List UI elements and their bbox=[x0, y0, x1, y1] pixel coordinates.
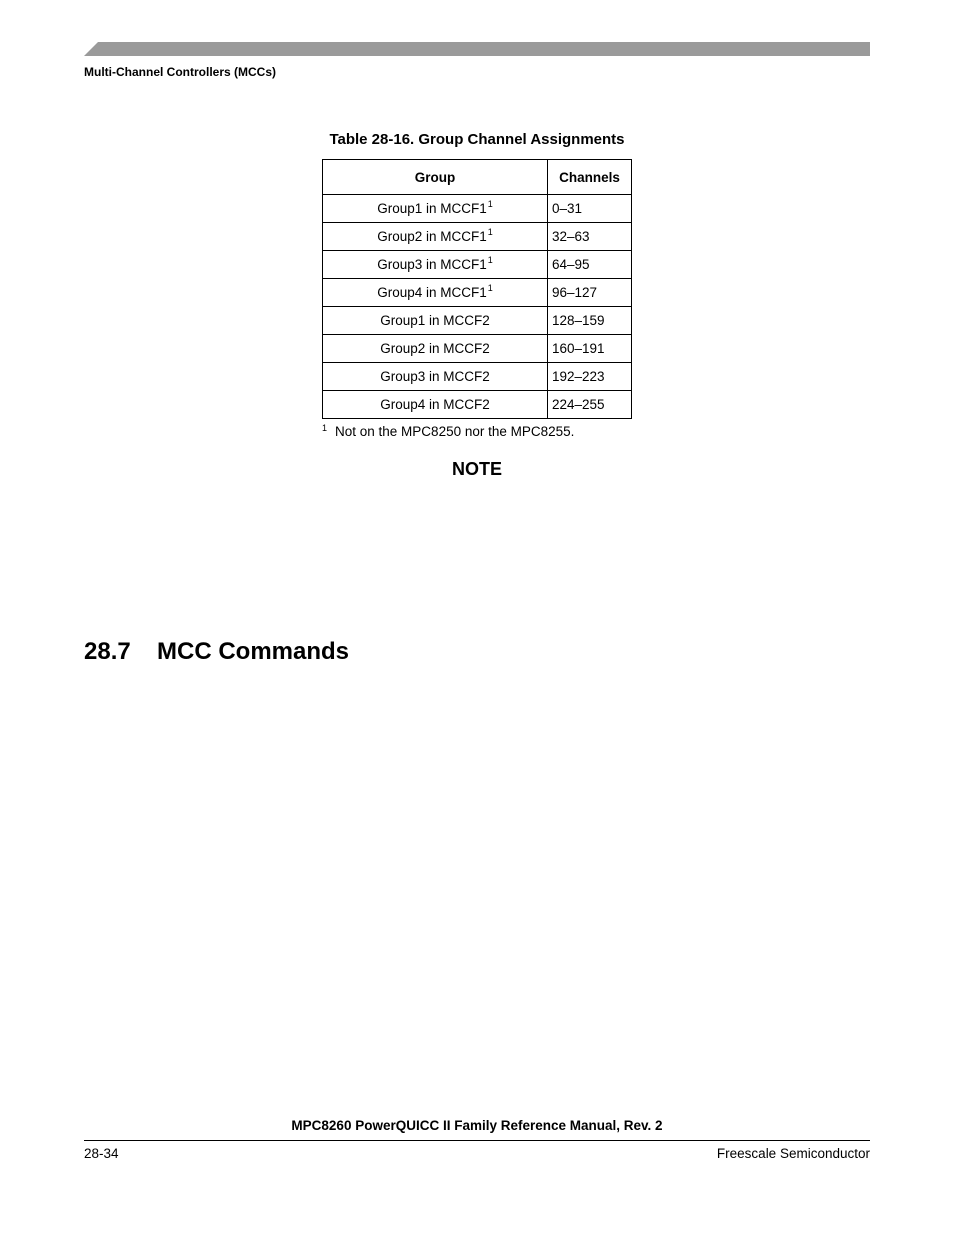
table-row bbox=[323, 223, 632, 251]
group-cell bbox=[323, 279, 548, 307]
table-row bbox=[323, 307, 632, 335]
running-header: Multi-Channel Controllers (MCCs) bbox=[84, 65, 276, 79]
channels-cell: 64–95 bbox=[548, 251, 632, 279]
page-number: 28-34 bbox=[84, 1146, 119, 1161]
group-label: Group1 in MCCF1 bbox=[377, 201, 487, 216]
group-label: Group1 in MCCF2 bbox=[380, 313, 490, 328]
group-cell bbox=[323, 363, 548, 391]
footnote-mark: 1 bbox=[322, 423, 328, 433]
channels-cell: 192–223 bbox=[548, 363, 632, 391]
footnote-text: Not on the MPC8250 nor the MPC8255. bbox=[335, 424, 575, 439]
group-channel-table bbox=[322, 159, 632, 419]
group-label: Group4 in MCCF1 bbox=[377, 285, 487, 300]
header-bar-graphic bbox=[84, 42, 870, 56]
header-bar bbox=[84, 42, 870, 56]
column-header-group: Group bbox=[323, 160, 548, 195]
group-cell bbox=[323, 195, 548, 223]
channels-cell: 32–63 bbox=[548, 223, 632, 251]
section-title: MCC Commands bbox=[157, 638, 350, 665]
group-label: Group2 in MCCF2 bbox=[380, 341, 490, 356]
table-row bbox=[323, 391, 632, 419]
channels-cell: 128–159 bbox=[548, 307, 632, 335]
section-heading bbox=[84, 638, 349, 666]
table-header-row bbox=[323, 160, 632, 195]
table-row bbox=[323, 335, 632, 363]
section-number: 28.7 bbox=[84, 638, 131, 665]
group-label: Group3 in MCCF2 bbox=[380, 369, 490, 384]
table-caption: Table 28-16. Group Channel Assignments bbox=[329, 131, 625, 148]
column-header-channels: Channels bbox=[548, 160, 632, 195]
group-label: Group4 in MCCF2 bbox=[380, 397, 490, 412]
table-row bbox=[323, 195, 632, 223]
group-cell bbox=[323, 223, 548, 251]
table-row bbox=[323, 251, 632, 279]
channels-cell: 224–255 bbox=[548, 391, 632, 419]
group-cell bbox=[323, 391, 548, 419]
group-cell bbox=[323, 251, 548, 279]
group-label: Group3 in MCCF1 bbox=[377, 257, 487, 272]
table-row bbox=[323, 363, 632, 391]
footnote-ref: 1 bbox=[487, 227, 493, 237]
footnote-ref: 1 bbox=[487, 283, 493, 293]
group-cell bbox=[323, 335, 548, 363]
company-name: Freescale Semiconductor bbox=[716, 1146, 870, 1161]
table-row bbox=[323, 279, 632, 307]
channels-cell: 96–127 bbox=[548, 279, 632, 307]
note-title: NOTE bbox=[451, 459, 502, 479]
footer-manual-title: MPC8260 PowerQUICC II Family Reference Manual, Rev. 2 bbox=[291, 1118, 663, 1133]
footnote-ref: 1 bbox=[487, 255, 493, 265]
table-footnote bbox=[322, 423, 574, 439]
footnote-ref: 1 bbox=[487, 199, 493, 209]
footer-divider bbox=[84, 1140, 870, 1141]
channels-cell: 160–191 bbox=[548, 335, 632, 363]
channels-cell: 0–31 bbox=[548, 195, 632, 223]
group-cell bbox=[323, 307, 548, 335]
group-label: Group2 in MCCF1 bbox=[377, 229, 487, 244]
